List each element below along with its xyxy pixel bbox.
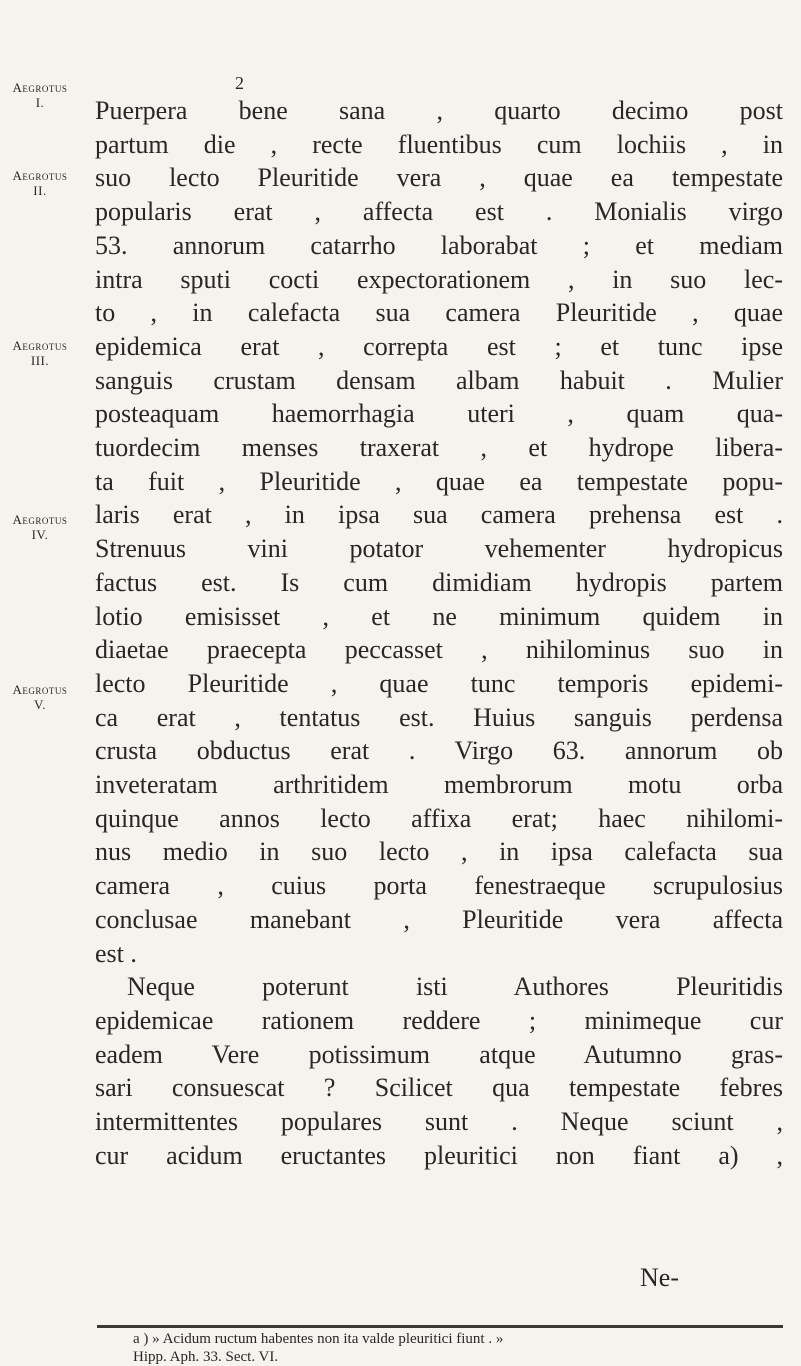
- text-line: est .: [95, 938, 137, 968]
- text-line: factus est. Is cum dimidiam hydropis partem: [95, 567, 783, 597]
- text-line: partum die , recte fluentibus cum lochiis , in: [95, 129, 783, 159]
- margin-label-numeral: II.: [33, 183, 47, 198]
- text-line: nus medio in suo lecto , in ipsa calefacta sua: [95, 837, 783, 867]
- footnote-divider: [97, 1325, 783, 1328]
- main-text: [95, 94, 783, 1173]
- margin-label-aegrotus-2: [4, 168, 76, 198]
- paragraph-authors: [95, 970, 783, 1172]
- signature-mark: 2: [235, 73, 244, 93]
- text-line: tuordecim menses traxerat , et hydrope libera-: [95, 433, 783, 463]
- margin-label-word: Aegrotus: [12, 682, 68, 697]
- text-line: laris erat , in ipsa sua camera prehensa est .: [95, 500, 783, 530]
- text-line: intra sputi cocti expectorationem , in suo lec-: [95, 264, 783, 294]
- text-line: sari consuescat ? Scilicet qua tempestate febres: [95, 1073, 783, 1103]
- text-line: conclusae manebant , Pleuritide vera affecta: [95, 904, 783, 934]
- margin-label-aegrotus-3: [4, 338, 76, 368]
- margin-label-aegrotus-4: [4, 512, 76, 542]
- paragraph-case-reports: [95, 94, 783, 970]
- margin-label-numeral: I.: [35, 95, 45, 110]
- footnote-line: Hipp. Aph. 33. Sect. VI.: [133, 1349, 279, 1365]
- text-line: diaetae praecepta peccasset , nihilominus suo in: [95, 635, 783, 665]
- text-line: Neque poterunt isti Authores Pleuritidis: [127, 972, 783, 1002]
- footnote: [133, 1330, 773, 1366]
- text-line: suo lecto Pleuritide vera , quae ea tempestate: [95, 163, 783, 193]
- text-line: cur acidum eructantes pleuritici non fiant a) ,: [95, 1140, 783, 1170]
- text-line: to , in calefacta sua camera Pleuritide , quae: [95, 298, 783, 328]
- margin-label-word: Aegrotus: [12, 168, 68, 183]
- text-line: ca erat , tentatus est. Huius sanguis perdensa: [95, 702, 783, 732]
- margin-label-numeral: IV.: [31, 527, 49, 542]
- margin-label-numeral: V.: [34, 697, 46, 712]
- text-line: quinque annos lecto affixa erat; haec nihilomi-: [95, 803, 783, 833]
- text-line: sanguis crustam densam albam habuit . Mulier: [95, 365, 783, 395]
- text-line: crusta obductus erat . Virgo 63. annorum ob: [95, 736, 783, 766]
- text-line: posteaquam haemorrhagia uteri , quam qua-: [95, 399, 783, 429]
- text-line: Strenuus vini potator vehementer hydropicus: [95, 534, 783, 564]
- text-line: ta fuit , Pleuritide , quae ea tempestate popu-: [95, 466, 783, 496]
- margin-label-numeral: III.: [30, 353, 50, 368]
- text-line: popularis erat , affecta est . Monialis virgo: [95, 197, 783, 227]
- text-line: camera , cuius porta fenestraeque scrupulosius: [95, 871, 783, 901]
- text-line: epidemicae rationem reddere ; minimeque cur: [95, 1005, 783, 1035]
- margin-label-aegrotus-1: [4, 80, 76, 110]
- text-line: lotio emisisset , et ne minimum quidem in: [95, 601, 783, 631]
- footnote-line: a ) » Acidum ructum habentes non ita valde pleuritici fiunt . »: [133, 1331, 504, 1347]
- text-line: eadem Vere potissimum atque Autumno gras-: [95, 1039, 783, 1069]
- margin-label-word: Aegrotus: [12, 512, 68, 527]
- text-line: 53. annorum catarrho laborabat ; et mediam: [95, 230, 783, 260]
- margin-label-aegrotus-5: [4, 682, 76, 712]
- margin-label-word: Aegrotus: [12, 80, 68, 95]
- text-line: Puerpera bene sana , quarto decimo post: [95, 96, 783, 125]
- catchword: Ne-: [640, 1263, 679, 1292]
- text-line: epidemica erat , correpta est ; et tunc ipse: [95, 331, 783, 361]
- text-line: lecto Pleuritide , quae tunc temporis epidemi-: [95, 668, 783, 698]
- text-line: inveteratam arthritidem membrorum motu orba: [95, 770, 783, 800]
- margin-label-word: Aegrotus: [12, 338, 68, 353]
- text-line: intermittentes populares sunt . Neque sciunt ,: [95, 1107, 783, 1137]
